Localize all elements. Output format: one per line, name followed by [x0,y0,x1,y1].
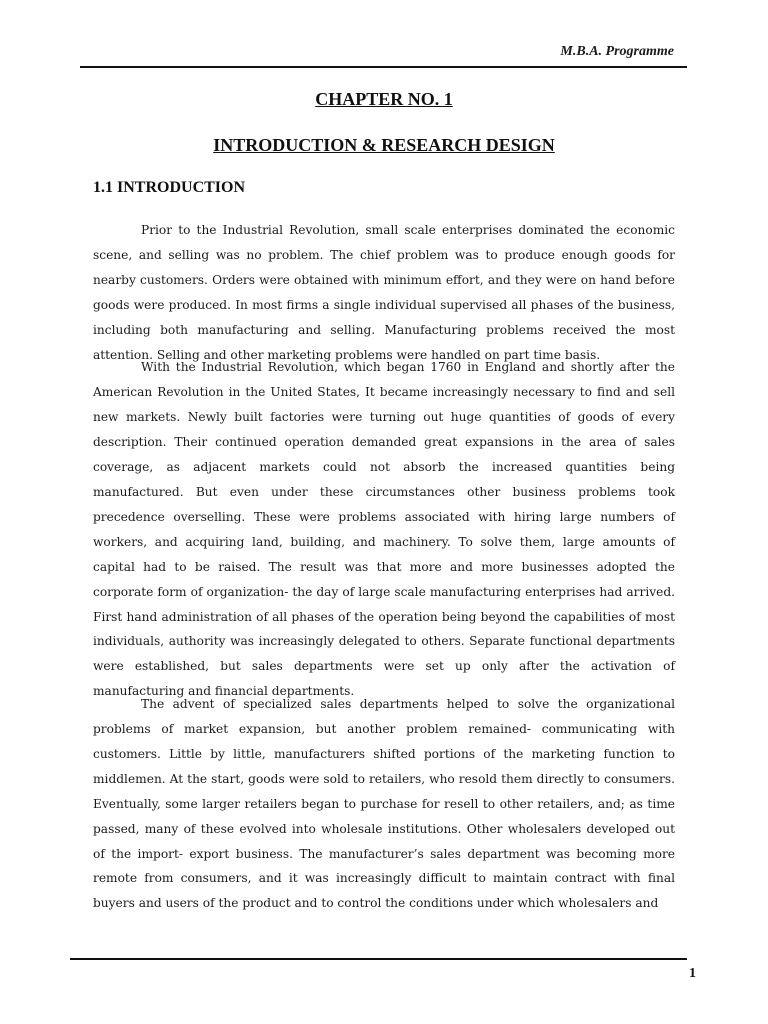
running-header: M.B.A. Programme [560,44,674,59]
paragraph-1: Prior to the Industrial Revolution, small scale enterprises dominated the economic scene, and selling was no problem. The chief problem was to produce enough goods for nearby customers. Orders were obtained with minimum effort, and they were on hand before goods were produced. In most firms a single individual supervised all phases of the business, including both manufacturing and selling. Manufacturing problems received the most attention. Selling and other marketing problems were handled on part time basis. [93,223,675,362]
body-text [93,218,675,916]
paragraph-2: With the Industrial Revolution, which began 1760 in England and shortly after the American Revolution in the United States, It became increasingly necessary to find and sell new markets. Newly built factories were turning out huge quantities of goods of every description. Their continued operation demanded great expansions in the area of sales coverage, as adjacent markets could not absorb the increased quantities being manufactured. But even under these circumstances other business problems took precedence overselling. These were problems associated with hiring large numbers of workers, and acquiring land, building, and machinery. To solve them, large amounts of capital had to be raised. The result was that more and more businesses adopted the corporate form of organization- the day of large scale manufacturing enterprises had arrived. First hand administration of all phases of the operation being beyond the capabilities of most individuals, authority was increasingly delegated to others. Separate functional departments were established, but sales departments were set up only after the activation of manufacturing and financial departments. [93,360,675,699]
chapter-title: INTRODUCTION & RESEARCH DESIGN [213,135,555,155]
footer-rule [70,958,687,960]
chapter-number-title: CHAPTER NO. 1 [315,89,453,109]
section-heading: 1.1 INTRODUCTION [93,179,246,196]
page-number: 1 [689,966,696,981]
paragraph-3: The advent of specialized sales departments helped to solve the organizational problems of market expansion, but another problem remained- communicating with customers. Little by little, manufacturers shifted portions of the marketing function to middlemen. At the start, goods were sold to retailers, who resold them directly to consumers. Eventually, some larger retailers began to purchase for resell to other retailers, and; as time passed, many of these evolved into wholesale institutions. Other wholesalers developed out of the import- export business. The manufacturer’s sales department was becoming more remote from consumers, and it was increasingly difficult to maintain contract with final buyers and users of the product and to control the conditions under which wholesalers and [93,697,675,911]
header-rule [80,66,687,68]
